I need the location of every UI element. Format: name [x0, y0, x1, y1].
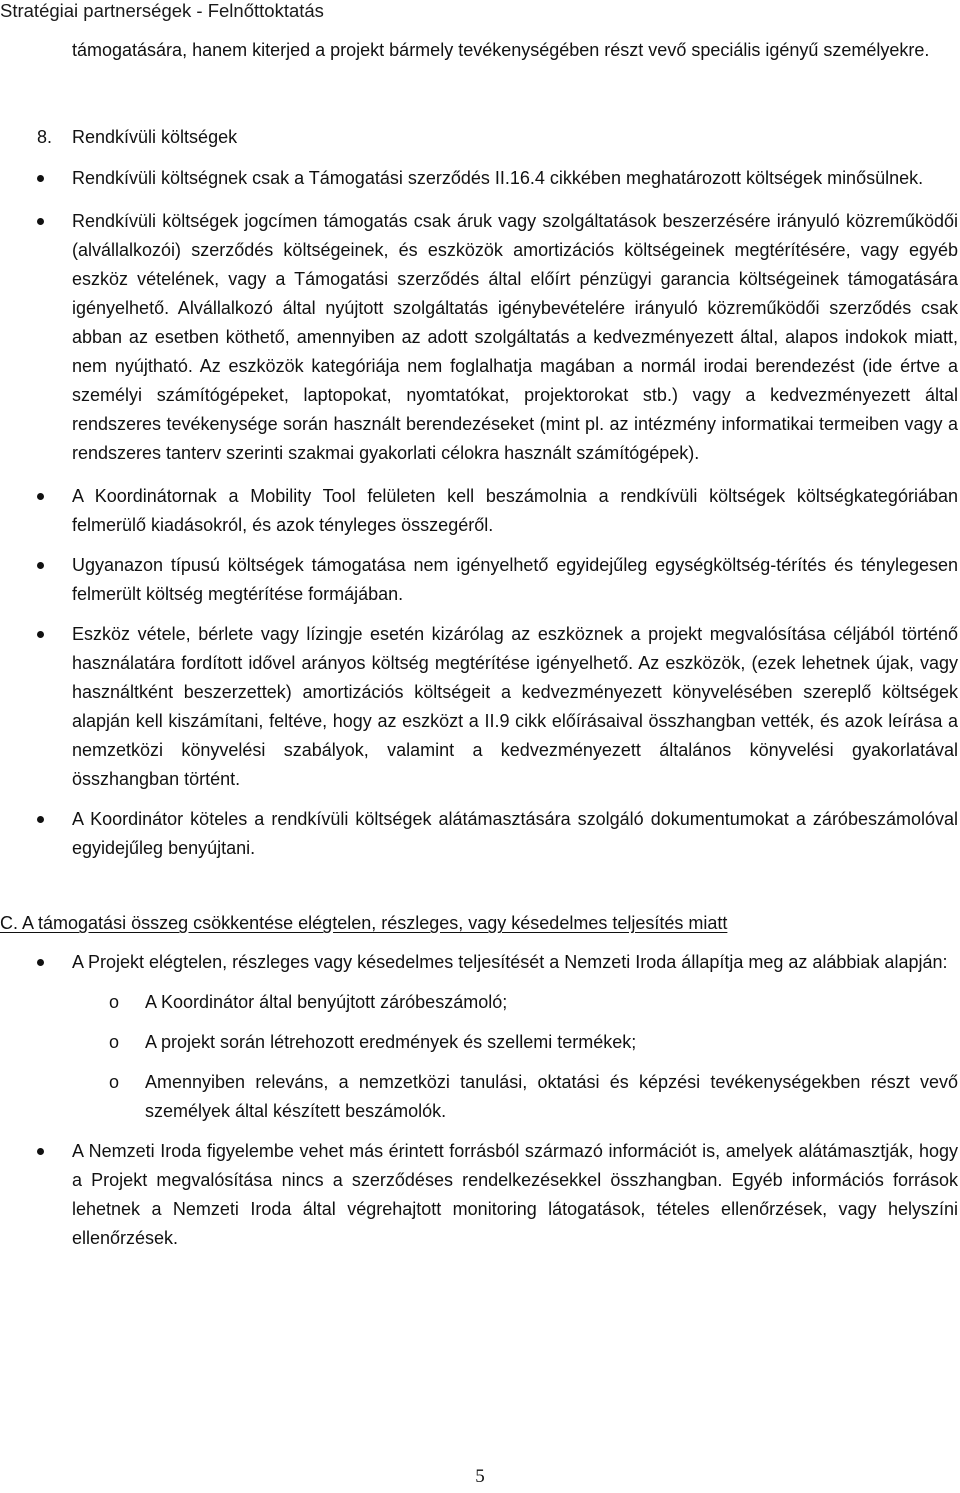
- sub-bullet-marker: o: [109, 1032, 120, 1052]
- list-item-text: Eszköz vétele, bérlete vagy lízingje esetén kizárólag az eszköznek a projekt megvalósítása céljából történő használatára fordított idővel arányos költség megtérítése igényelhető. Az eszközök, (ezek lehetnek újak, vagy használtként beszerzettek) amortizációs költségeit a kedvezményezett könyvelésében szereplő költségek alapján kell kiszámítani, feltéve, hogy az eszközt a II.9 cikk előírásaival összhangban vették, és azok leírása a nemzetközi könyvelési szabályok, valamint a kedvezményezett általános könyvelési gyakorlatával összhangban történt.: [72, 624, 958, 789]
- page-number: 5: [475, 1466, 485, 1487]
- bullet-icon: [37, 816, 44, 823]
- sub-bullet-marker: o: [109, 992, 120, 1012]
- list-item-text: Rendkívüli költségnek csak a Támogatási szerződés II.16.4 cikkében meghatározott költségek minősülnek.: [72, 168, 924, 188]
- bullet-icon: [37, 218, 44, 225]
- sub-list-item: [0, 988, 960, 1017]
- section-8-title: Rendkívüli költségek: [72, 127, 238, 147]
- running-header: Stratégiai partnerségek - Felnőttoktatás: [0, 0, 324, 21]
- bullet-icon: [37, 959, 44, 966]
- list-item-text: A Nemzeti Iroda figyelembe vehet más érintett forrásból származó információt is, amelyek alátámasztják, hogy a Projekt megvalósítása nincs a szerződéses rendelkezésekkel összhangban. Egyéb információs források lehetnek a Nemzeti Iroda által végrehajtott monitoring látogatások, tételes ellenőrzések, vagy helyszíni ellenőrzések.: [72, 1141, 958, 1248]
- list-item-text: A Koordinátornak a Mobility Tool felületen kell beszámolnia a rendkívüli költségek költségkategóriában felmerülő kiadásokról, és azok tényleges összegéről.: [72, 486, 958, 535]
- bullet-icon: [37, 175, 44, 182]
- bullet-icon: [37, 493, 44, 500]
- list-item-text: A Projekt elégtelen, részleges vagy késedelmes teljesítését a Nemzeti Iroda állapítja meg az alábbiak alapján:: [72, 952, 948, 972]
- bullet-icon: [37, 631, 44, 638]
- bullet-icon: [37, 562, 44, 569]
- sub-bullet-marker: o: [109, 1072, 120, 1092]
- list-item: [0, 620, 960, 794]
- sub-list-item-text: A Koordinátor által benyújtott záróbeszámoló;: [145, 992, 508, 1012]
- list-item: [0, 948, 960, 977]
- list-item: [0, 207, 960, 468]
- list-item-text: Ugyanazon típusú költségek támogatása nem igényelhető egyidejűleg egységköltség-térítés és ténylegesen felmerült költség megtérítése formájában.: [72, 555, 958, 604]
- list-item: [0, 482, 960, 540]
- list-item-text: A Koordinátor köteles a rendkívüli költségek alátámasztására szolgáló dokumentumokat a záróbeszámolóval egyidejűleg benyújtani.: [72, 809, 958, 858]
- sub-list-item-text: Amennyiben releváns, a nemzetközi tanulási, oktatási és képzési tevékenységekben részt vevő személyek által készített beszámolók.: [145, 1072, 958, 1121]
- intro-continuation-paragraph: támogatására, hanem kiterjed a projekt bármely tevékenységében részt vevő speciális igényű személyekre.: [72, 40, 930, 60]
- list-item-text: Rendkívüli költségek jogcímen támogatás csak áruk vagy szolgáltatások beszerzésére irányuló közreműködői (alvállalkozói) szerződés költségeinek, és eszközök amortizációs költségeinek megtérítésére, vagy egyéb eszköz vételének, vagy a Támogatási szerződés által előírt pénzügyi garancia költségeinek támogatására igényelhető. Alvállalkozó által nyújtott szolgáltatás igénybevételére irányuló közreműködői szerződés csak abban az esetben köthető, amennyiben az adott szolgáltatás a kedvezményezett által, alapos indokok miatt, nem nyújtható. Az eszközök kategóriája nem foglalhatja magában a normál irodai berendezést (ide értve a személyi számítógépeket, laptopokat, nyomtatókat, projektorokat stb.) vagy a kedvezményezett által rendszeres tevékenysége során használt berendezéseket (mint pl. az intézmény informatikai termeiben vagy a rendszeres tanterv szerinti szakmai gyakorlati célokra használt számítógépek).: [72, 211, 958, 463]
- sub-list-item: [0, 1028, 960, 1057]
- list-item: [0, 1137, 960, 1253]
- list-item: [0, 551, 960, 609]
- list-item: [0, 164, 960, 193]
- section-8-number: 8.: [37, 127, 53, 147]
- section-8-heading: [0, 123, 960, 152]
- sub-list-item: [0, 1068, 960, 1126]
- section-c-heading: C. A támogatási összeg csökkentése elégtelen, részleges, vagy késedelmes teljesítés miatt: [0, 913, 728, 933]
- list-item: [0, 805, 960, 863]
- sub-list-item-text: A projekt során létrehozott eredmények és szellemi termékek;: [145, 1032, 637, 1052]
- page-content: [0, 30, 960, 1253]
- bullet-icon: [37, 1148, 44, 1155]
